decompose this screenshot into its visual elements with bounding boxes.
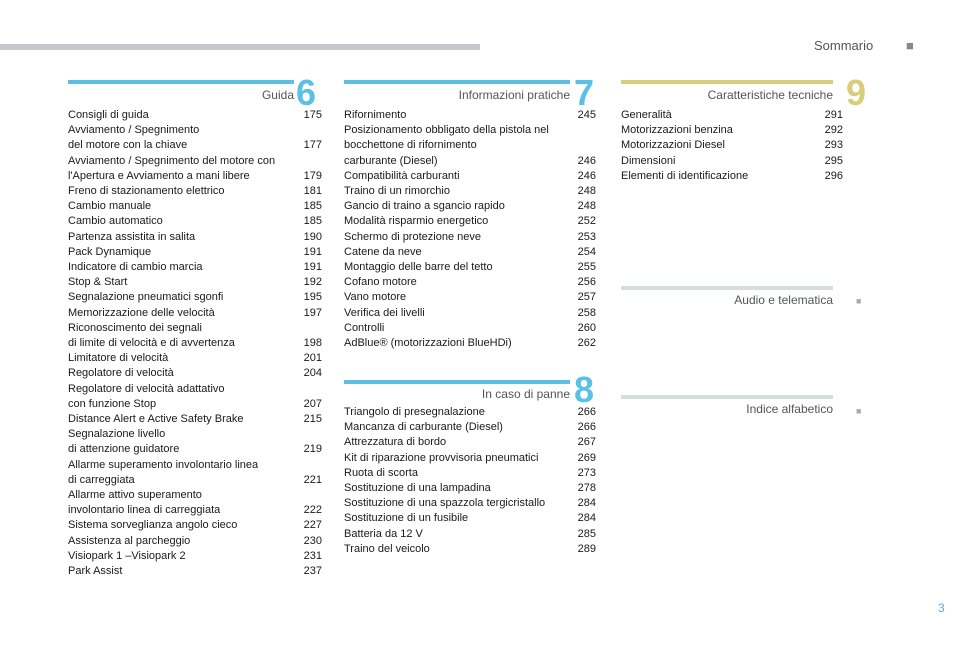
toc-entry[interactable] (621, 123, 843, 138)
toc-list-tecniche (621, 108, 843, 184)
toc-entry-page: 245 (577, 109, 596, 121)
toc-entry-page: 248 (577, 185, 596, 198)
toc-entry[interactable] (344, 199, 596, 214)
toc-entry-title: Sostituzione di un fusibile (344, 512, 469, 525)
toc-entry[interactable] (344, 496, 596, 511)
toc-entry[interactable] (344, 214, 596, 229)
toc-entry-page: 285 (577, 527, 596, 540)
toc-entry-page: 246 (577, 154, 596, 167)
toc-entry[interactable] (344, 336, 596, 351)
toc-entry[interactable] (344, 108, 596, 123)
toc-entry-page: 185 (303, 215, 322, 228)
toc-entry-title: Pack Dynamique (68, 245, 152, 258)
toc-entry-title: Posizionamento obbligato della pistola nel bocchettone di rifornimento carburante (Diesel) (344, 124, 549, 167)
toc-entry-title: Allarme attivo superamento involontario linea di carreggiata (68, 489, 221, 517)
toc-entry-page: 248 (577, 200, 596, 213)
toc-entry-title: Stop & Start (68, 276, 128, 289)
toc-entry-page: 266 (577, 406, 596, 418)
toc-entry-page: 230 (303, 534, 322, 547)
toc-entry-page: 256 (577, 276, 596, 289)
section-number: 8 (574, 369, 595, 410)
page-number: 3 (938, 601, 945, 615)
toc-entry[interactable] (344, 290, 596, 305)
toc-entry-title: Traino di un rimorchio (344, 185, 450, 198)
toc-entry[interactable] (344, 230, 596, 245)
toc-entry[interactable] (344, 405, 596, 420)
section-bar (344, 380, 570, 384)
toc-entry-title: Visiopark 1 –Visiopark 2 (68, 549, 186, 562)
toc-entry-page: 177 (303, 139, 322, 152)
toc-entry-page: 192 (303, 276, 322, 289)
toc-entry-page: 237 (303, 565, 322, 578)
toc-entry[interactable] (68, 488, 322, 518)
section-title[interactable]: Audio e telematica (734, 293, 833, 307)
section-bar (344, 80, 570, 84)
toc-entry[interactable] (68, 518, 322, 533)
toc-entry[interactable] (344, 169, 596, 184)
toc-entry-title: Ruota di scorta (344, 466, 418, 479)
toc-entry[interactable] (68, 427, 322, 457)
toc-entry-title: Schermo di protezione neve (344, 230, 481, 243)
toc-entry[interactable] (68, 214, 322, 229)
toc-entry[interactable] (68, 351, 322, 366)
toc-entry-page: 185 (303, 200, 322, 213)
toc-entry-title: Distance Alert e Active Safety Brake (68, 413, 244, 426)
toc-entry-title: Segnalazione pneumatici sgonfi (68, 291, 224, 304)
toc-entry-title: Assistenza al parcheggio (68, 534, 191, 547)
toc-entry[interactable] (344, 527, 596, 542)
toc-entry[interactable] (621, 169, 843, 184)
toc-entry[interactable] (68, 108, 322, 123)
toc-entry-page: 222 (303, 504, 322, 517)
section-bar (621, 286, 833, 290)
section-dot: ■ (856, 406, 862, 416)
toc-entry-page: 295 (824, 154, 843, 167)
toc-entry-title: Sostituzione di una lampadina (344, 482, 491, 495)
toc-entry-title: Attrezzatura di bordo (344, 436, 447, 449)
toc-entry-title: Segnalazione livello di attenzione guidatore (68, 428, 180, 456)
toc-entry-page: 266 (577, 421, 596, 434)
toc-entry-title: Traino del veicolo (344, 542, 430, 555)
toc-entry-title: AdBlue® (motorizzazioni BlueHDi) (344, 337, 512, 350)
toc-entry-title: Avviamento / Spegnimento del motore con l'Apertura e Avviamento a mani libere (68, 154, 276, 182)
toc-entry[interactable] (344, 481, 596, 496)
toc-entry-page: 195 (303, 291, 322, 304)
toc-entry[interactable] (344, 435, 596, 450)
toc-entry-page: 269 (577, 451, 596, 464)
toc-entry-page: 260 (577, 321, 596, 334)
toc-entry[interactable] (344, 420, 596, 435)
toc-entry-title: Cambio automatico (68, 215, 163, 228)
toc-entry[interactable] (68, 123, 322, 153)
toc-entry[interactable] (68, 275, 322, 290)
toc-entry-page: 267 (577, 436, 596, 449)
section-bar (621, 395, 833, 399)
toc-entry-title: Rifornimento (344, 109, 407, 121)
toc-entry-page: 191 (303, 261, 322, 274)
toc-entry-page: 296 (824, 169, 843, 182)
toc-entry[interactable] (344, 321, 596, 336)
toc-entry-page: 257 (577, 291, 596, 304)
toc-entry-page: 289 (577, 542, 596, 555)
toc-entry-title: Consigli di guida (68, 109, 149, 121)
toc-entry-page: 258 (577, 306, 596, 319)
toc-entry-page: 246 (577, 169, 596, 182)
section-number: 9 (846, 72, 867, 113)
section-number: 6 (296, 72, 317, 113)
toc-entry-title: Avviamento / Spegnimento del motore con la chiave (68, 124, 200, 152)
toc-entry-title: Modalità risparmio energetico (344, 215, 489, 228)
header-dot: ■ (906, 38, 914, 53)
toc-entry[interactable] (344, 260, 596, 275)
toc-entry-title: Riconoscimento dei segnali di limite di velocità e di avvertenza (68, 321, 235, 350)
section-number: 7 (574, 72, 595, 113)
toc-entry-page: 221 (303, 473, 322, 486)
toc-entry[interactable] (344, 542, 596, 557)
toc-entry-title: Sistema sorveglianza angolo cieco (68, 519, 238, 532)
toc-entry-title: Regolatore di velocità (68, 367, 174, 380)
toc-entry-page: 190 (303, 230, 322, 243)
toc-entry-title: Controlli (344, 321, 385, 334)
section-dot: ■ (856, 296, 862, 306)
toc-entry-page: 179 (303, 169, 322, 182)
toc-entry[interactable] (68, 306, 322, 321)
section-title[interactable]: Guida (261, 88, 294, 102)
toc-entry-title: Allarme superamento involontario linea di carreggiata (68, 458, 259, 486)
toc-entry[interactable] (68, 199, 322, 214)
toc-entry[interactable] (68, 549, 322, 564)
toc-entry-title: Batteria da 12 V (344, 527, 423, 540)
toc-entry[interactable] (344, 306, 596, 321)
toc-entry[interactable] (68, 382, 322, 412)
section-title[interactable]: Informazioni pratiche (458, 88, 570, 102)
toc-entry[interactable] (68, 260, 322, 275)
toc-entry-page: 191 (303, 245, 322, 258)
toc-entry-title: Kit di riparazione provvisoria pneumatici (344, 451, 539, 464)
toc-entry-title: Triangolo di presegnalazione (344, 406, 485, 418)
toc-entry-page: 204 (303, 367, 322, 380)
toc-entry[interactable] (68, 245, 322, 260)
toc-entry-title: Mancanza di carburante (Diesel) (344, 421, 503, 434)
toc-entry-page: 293 (824, 139, 843, 152)
toc-entry-page: 207 (303, 397, 322, 410)
section-title[interactable]: In caso di panne (481, 387, 570, 401)
toc-entry-title: Generalità (621, 109, 672, 121)
toc-entry-title: Regolatore di velocità adattativo con funzione Stop (68, 382, 225, 410)
toc-entry-page: 284 (577, 512, 596, 525)
toc-entry[interactable] (68, 230, 322, 245)
toc-list-guida (68, 108, 322, 579)
toc-entry-title: Freno di stazionamento elettrico (68, 185, 225, 198)
toc-entry-title: Sostituzione di una spazzola tergicristallo (344, 497, 546, 510)
toc-entry-title: Motorizzazioni benzina (621, 124, 733, 137)
toc-entry-title: Catene da neve (344, 245, 422, 258)
toc-entry-page: 227 (303, 519, 322, 532)
toc-entry-page: 201 (303, 352, 322, 365)
toc-entry-title: Partenza assistita in salita (68, 230, 196, 243)
toc-entry-title: Gancio di traino a sgancio rapido (344, 200, 505, 213)
toc-entry-page: 278 (577, 482, 596, 495)
section-bar (621, 80, 833, 84)
toc-entry[interactable] (68, 534, 322, 549)
toc-entry-page: 215 (303, 413, 322, 426)
toc-entry-page: 231 (303, 549, 322, 562)
toc-entry[interactable] (68, 366, 322, 381)
toc-entry-title: Montaggio delle barre del tetto (344, 261, 493, 274)
toc-entry-title: Vano motore (344, 291, 407, 304)
toc-entry-title: Elementi di identificazione (621, 169, 749, 182)
toc-entry[interactable] (68, 412, 322, 427)
toc-entry[interactable] (344, 275, 596, 290)
toc-entry-title: Indicatore di cambio marcia (68, 261, 203, 274)
toc-entry[interactable] (344, 511, 596, 526)
toc-entry[interactable] (621, 138, 843, 153)
toc-entry-title: Limitatore di velocità (68, 352, 169, 365)
toc-entry-title: Cambio manuale (68, 200, 152, 213)
toc-entry-page: 198 (303, 337, 322, 350)
toc-entry-page: 253 (577, 230, 596, 243)
toc-entry[interactable] (68, 184, 322, 199)
section-title[interactable]: Indice alfabetico (746, 402, 833, 416)
header-title: Sommario (814, 38, 874, 53)
toc-entry[interactable] (68, 458, 322, 488)
toc-entry[interactable] (344, 184, 596, 199)
toc-entry[interactable] (344, 466, 596, 481)
toc-entry[interactable] (621, 154, 843, 169)
toc-entry-title: Motorizzazioni Diesel (621, 139, 725, 152)
section-title[interactable]: Caratteristiche tecniche (707, 88, 833, 102)
toc-entry-page: 273 (577, 466, 596, 479)
toc-entry-page: 291 (824, 109, 843, 121)
toc-entry-title: Compatibilità carburanti (344, 169, 460, 182)
toc-entry-page: 252 (577, 215, 596, 228)
toc-entry[interactable] (68, 321, 322, 351)
toc-entry-page: 254 (577, 245, 596, 258)
toc-entry-page: 262 (577, 337, 596, 350)
toc-entry[interactable] (344, 245, 596, 260)
toc-entry-page: 197 (303, 306, 322, 319)
header-bar (0, 44, 480, 50)
toc-entry-title: Memorizzazione delle velocità (68, 306, 215, 319)
toc-entry[interactable] (68, 564, 322, 579)
toc-entry-title: Cofano motore (344, 276, 417, 289)
toc-entry-page: 175 (303, 109, 322, 121)
toc-entry[interactable] (68, 290, 322, 305)
toc-entry[interactable] (621, 108, 843, 123)
toc-list-panne (344, 405, 596, 557)
toc-entry[interactable] (344, 451, 596, 466)
toc-list-info (344, 108, 596, 351)
toc-entry-page: 292 (824, 124, 843, 137)
toc-entry-page: 284 (577, 497, 596, 510)
toc-entry-title: Verifica dei livelli (344, 306, 425, 319)
toc-entry-page: 181 (303, 185, 322, 198)
toc-entry-title: Dimensioni (621, 154, 676, 167)
toc-entry-title: Park Assist (68, 565, 123, 578)
section-bar (68, 80, 294, 84)
toc-entry-page: 255 (577, 261, 596, 274)
toc-entry-page: 219 (303, 443, 322, 456)
toc-entry[interactable] (344, 123, 596, 169)
toc-entry[interactable] (68, 154, 322, 184)
